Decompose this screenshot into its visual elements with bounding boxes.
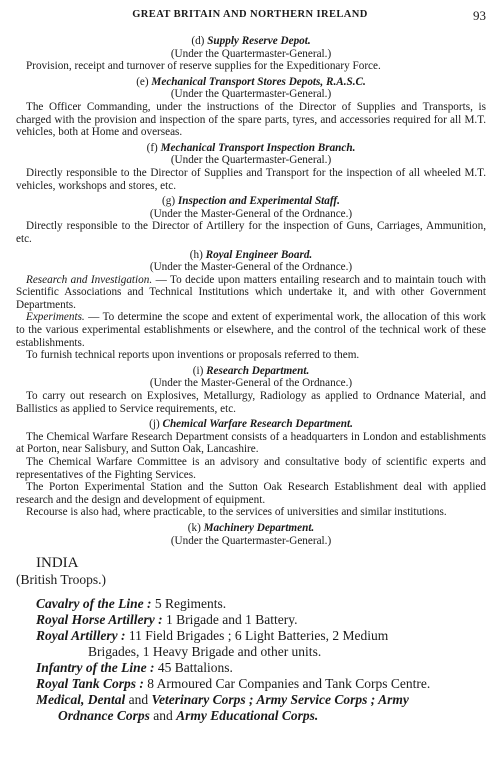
list-item: Royal Artillery : 11 Field Brigades ; 6 Light Batteries, 2 Medium <box>36 628 389 644</box>
section-h-paragraph-reports: To furnish technical reports upon inventions or proposals referred to them. <box>26 349 360 362</box>
section-i-subheading: (Under the Master-General of the Ordnance.) <box>149 377 353 390</box>
section-i-title: Research Department. <box>206 364 310 377</box>
section-f-text: Directly responsible to the Director of Supplies and Transport for the inspection of all wheeled M.T. vehicles, workshops and stores, etc. <box>16 166 486 192</box>
section-d-title: Supply Reserve Depot. <box>207 35 311 47</box>
list-item-continuation: Brigades, 1 Heavy Brigade and other units. <box>88 644 322 660</box>
page-number: 93 <box>473 8 486 23</box>
section-j-paragraph-2: The Chemical Warfare Committee is an advisory and consultative body of scientific experts and representatives of the Fighting Services. <box>16 456 486 481</box>
section-j-heading: (j) Chemical Warfare Research Department. <box>149 418 353 431</box>
list-item: Infantry of the Line : 45 Battalions. <box>36 660 233 676</box>
section-e-subheading: (Under the Quartermaster-General.) <box>170 88 332 101</box>
running-header <box>0 9 500 25</box>
section-d-text: Provision, receipt and turnover of reserve supplies for the Expeditionary Force. <box>26 60 381 73</box>
india-heading <box>16 555 486 572</box>
section-f-subheading: (Under the Quartermaster-General.) <box>170 154 332 167</box>
list-item: Medical, Dental and Veterinary Corps ; Army Service Corps ; Army <box>36 692 409 708</box>
section-j-paragraph-1: The Chemical Warfare Research Department consists of a headquarters in London and establishments at Porton, near Salisbury, and Sutton Oak, Lancashire. <box>16 430 486 456</box>
section-e-title: Mechanical Transport Stores Depots, R.A.S.C. <box>151 75 366 88</box>
list-item: Cavalry of the Line : 5 Regiments. <box>36 596 227 612</box>
section-k-heading: (k) Machinery Department. <box>187 521 315 534</box>
india-title: INDIA <box>36 555 79 572</box>
section-f-heading: (f) Mechanical Transport Inspection Branch. <box>146 141 356 154</box>
section-h-paragraph-research: Research and Investigation. — To decide upon matters entailing research and to maintain touch with Scientific Associations and Technical Institutions which undertake it, and with other Government Departments. <box>16 273 487 311</box>
list-item: Royal Horse Artillery : 1 Brigade and 1 Battery. <box>36 612 298 628</box>
section-k-title: Machinery Department. <box>203 521 315 534</box>
section-h-heading: (h) Royal Engineer Board. <box>189 248 313 261</box>
section-j-title: Chemical Warfare Research Department. <box>162 418 353 431</box>
section-h-title: Royal Engineer Board. <box>205 248 313 261</box>
section-j-paragraph-4: Recourse is also had, where practicable, to the services of universities and similar institutions. <box>26 506 447 519</box>
section-k-subheading: (Under the Quartermaster-General.) <box>170 534 332 547</box>
section-d-heading: (d) Supply Reserve Depot. <box>191 35 311 47</box>
section-j-paragraph-3: The Porton Experimental Station and the Sutton Oak Research Establishment deal with applied research and the design and development of equipment. <box>16 481 486 506</box>
running-title: GREAT BRITAIN AND NORTHERN IRELAND <box>132 9 368 20</box>
section-h-subheading: (Under the Master-General of the Ordnance.) <box>149 261 353 274</box>
section-d-subheading: (Under the Quartermaster-General.) <box>170 47 332 60</box>
list-item-continuation: Ordnance Corps and Army Educational Corps. <box>58 708 319 724</box>
section-i-heading: (i) Research Department. <box>192 364 310 377</box>
list-item: Royal Tank Corps : 8 Armoured Car Companies and Tank Corps Centre. <box>36 676 431 692</box>
india-subtitle: (British Troops.) <box>16 572 107 588</box>
section-g-text: Directly responsible to the Director of Artillery for the inspection of Guns, Carriages, Ammunition, etc. <box>16 220 486 245</box>
section-f-title: Mechanical Transport Inspection Branch. <box>160 141 356 154</box>
section-g-heading: (g) Inspection and Experimental Staff. <box>162 195 340 208</box>
section-h-paragraph-experiments: Experiments. — To determine the scope and extent of experimental work, the allocation of this work to the various experimental establishments or elsewhere, and the control of the technical work of these establishments. <box>16 311 486 349</box>
india-troops-list <box>16 596 486 724</box>
section-e-text: The Officer Commanding, under the instructions of the Director of Supplies and Transports, is charged with the provision and inspection of the spare parts, tyres, and accessories required for all M.T. vehicles, both at Home and overseas. <box>16 100 486 139</box>
section-e-heading: (e) Mechanical Transport Stores Depots, R.A.S.C. <box>136 75 366 88</box>
document-body <box>16 35 486 724</box>
section-g-title: Inspection and Experimental Staff. <box>177 195 340 208</box>
section-i-text: To carry out research on Explosives, Metallurgy, Radiology as applied to Ordnance Material, and Ballistics as applied to Service requirements, etc. <box>16 390 486 415</box>
section-g-subheading: (Under the Master-General of the Ordnance.) <box>149 207 353 220</box>
